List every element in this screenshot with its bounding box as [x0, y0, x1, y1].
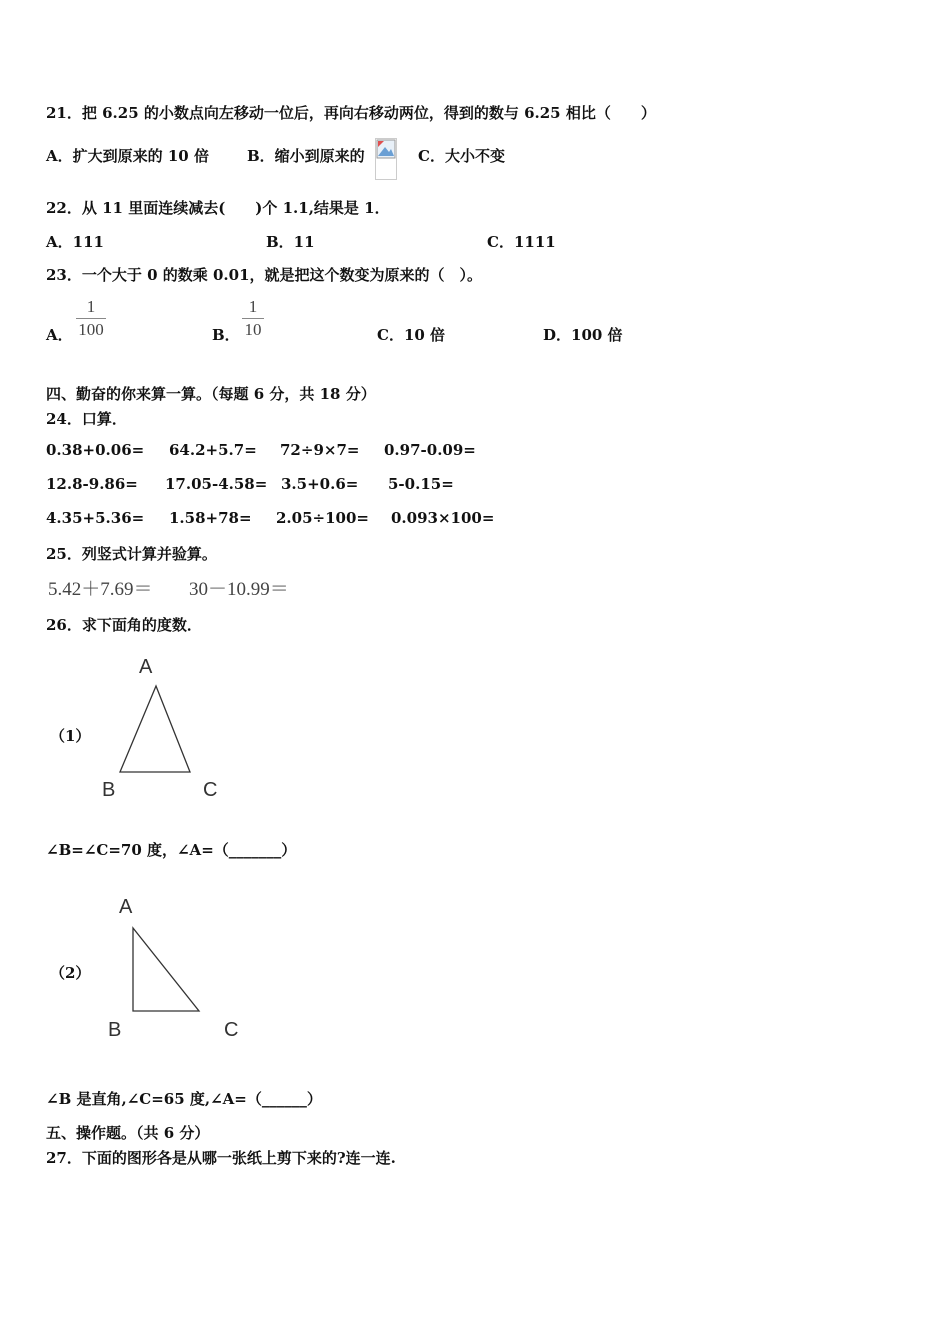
q23-stem: 23．一个大于 0 的数乘 0.01，就是把这个数变为原来的（ ）。 [46, 266, 483, 284]
fraction-denominator: 100 [78, 320, 104, 339]
q24-item: 0.97-0.09= [384, 441, 476, 459]
triangle-figure-2 [100, 890, 250, 1050]
q25-expression-2: 30－10.99＝ [189, 579, 289, 600]
section5-title: 五、操作题。（共 6 分） [46, 1124, 210, 1142]
q24-item: 17.05-4.58= [165, 475, 268, 493]
q24-stem: 24．口算． [46, 410, 127, 428]
q21-stem: 21．把 6.25 的小数点向左移动一位后，再向右移动两位，得到的数与 6.25 相比（ ） [46, 104, 656, 122]
vertex-label-c: C [203, 779, 218, 801]
q23-option-b-label: B． [212, 326, 240, 344]
q26-part2-label: （2） [50, 964, 91, 982]
q24-item: 64.2+5.7= [169, 441, 257, 459]
q24-item: 0.093×100= [391, 509, 495, 527]
q27-stem: 27．下面的图形各是从哪一张纸上剪下来的?连一连. [46, 1149, 396, 1167]
vertex-label-c: C [224, 1019, 239, 1041]
fraction-numerator: 1 [86, 297, 96, 316]
q23-option-a-label: A． [46, 326, 73, 344]
section4-title: 四、勤奋的你来算一算。（每题 6 分，共 18 分） [46, 385, 376, 403]
q24-item: 1.58+78= [169, 509, 252, 527]
q24-item: 72÷9×7= [280, 441, 360, 459]
q24-item: 3.5+0.6= [281, 475, 359, 493]
q21-option-a: A．扩大到原来的 10 倍 [46, 147, 209, 165]
q21-option-c: C．大小不变 [418, 147, 505, 165]
fraction-numerator: 1 [248, 297, 258, 316]
q24-item: 0.38+0.06= [46, 441, 145, 459]
q26-stem: 26．求下面角的度数． [46, 616, 202, 634]
fraction-denominator: 10 [244, 320, 262, 339]
image-placeholder-icon [376, 139, 396, 159]
q22-option-b: B．11 [266, 233, 315, 251]
q25-expression-1: 5.42＋7.69＝ [48, 579, 153, 600]
q21-option-b: B．缩小到原来的 [247, 147, 365, 165]
q22-option-c: C．1111 [487, 233, 556, 251]
q23-option-b-fraction [242, 297, 264, 340]
q23-option-c: C．10 倍 [377, 326, 446, 344]
q26-part1-label: （1） [50, 727, 91, 745]
triangle-figure-1 [95, 650, 235, 805]
vertex-label-b: B [108, 1019, 122, 1041]
q24-item: 2.05÷100= [276, 509, 369, 527]
q22-option-a: A．111 [46, 233, 104, 251]
q23-option-d: D．100 倍 [543, 326, 623, 344]
vertex-label-b: B [102, 779, 116, 801]
q22-stem: 22．从 11 里面连续减去( )个 1.1,结果是 1． [46, 199, 390, 217]
q23-option-a-fraction [76, 297, 106, 340]
vertex-label-a: A [119, 896, 133, 918]
q26-part2-answer: ∠B 是直角,∠C=65 度,∠A=（______） [46, 1090, 322, 1108]
vertex-label-a: A [139, 656, 153, 678]
q24-item: 4.35+5.36= [46, 509, 145, 527]
q25-stem: 25．列竖式计算并验算。 [46, 545, 217, 563]
q24-item: 12.8-9.86= [46, 475, 138, 493]
broken-image-icon [375, 138, 397, 180]
q26-part1-answer: ∠B=∠C=70 度，∠A=（_______） [46, 841, 297, 859]
q24-item: 5-0.15= [388, 475, 454, 493]
